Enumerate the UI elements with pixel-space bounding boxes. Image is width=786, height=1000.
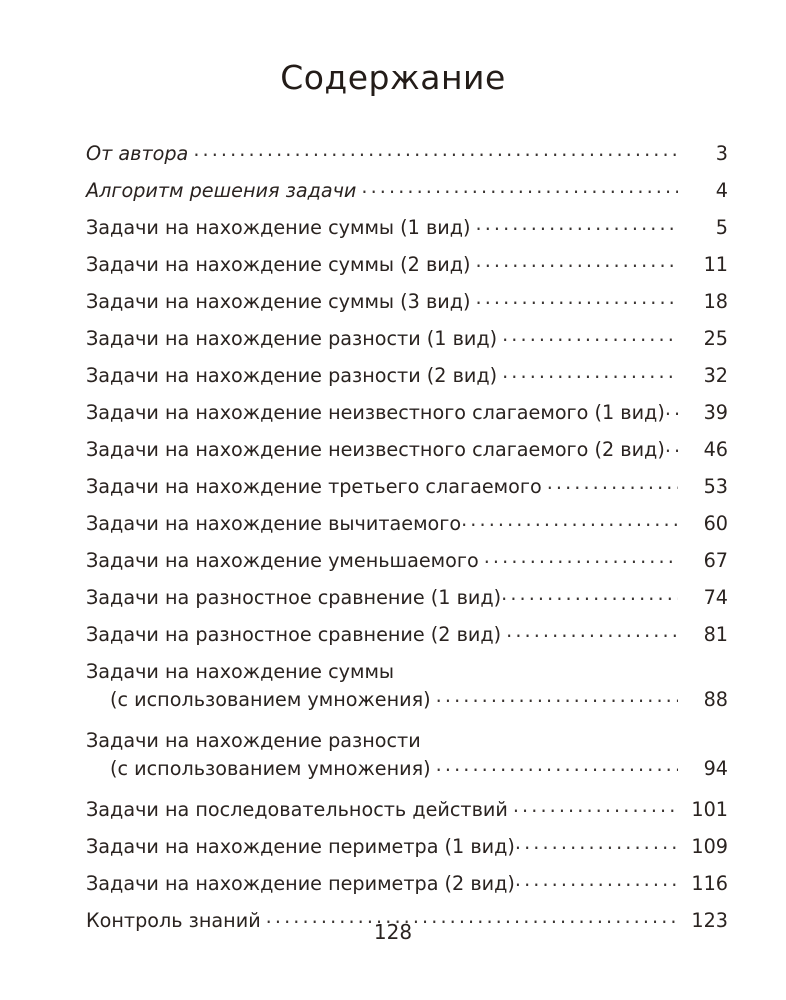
toc-entry[interactable] <box>86 288 728 316</box>
toc-page-number: 116 <box>691 872 728 895</box>
toc-entry[interactable] <box>86 584 728 612</box>
toc-entry-row <box>86 584 728 612</box>
toc-entry-row <box>86 251 728 279</box>
toc-page-number: 53 <box>703 475 728 498</box>
toc-entry[interactable] <box>86 796 728 824</box>
toc-leader-dots <box>476 288 679 308</box>
toc-entry-label: Задачи на нахождение неизвестного слагаемого (2 вид) <box>86 438 665 461</box>
toc-entry[interactable] <box>86 473 728 501</box>
toc-page-number: 5 <box>715 216 728 239</box>
toc-leader-dots <box>547 473 678 493</box>
toc-entry-row <box>86 436 728 464</box>
toc-entry-row <box>86 140 728 168</box>
toc-entry-row <box>86 288 728 316</box>
toc-entry-label-line1: Задачи на нахождение суммы <box>86 660 395 683</box>
toc-entry-list <box>86 140 728 944</box>
toc-entry-label-line2: (с использованием умножения) <box>110 757 431 780</box>
toc-entry[interactable] <box>86 214 728 242</box>
toc-page-number: 39 <box>703 401 728 424</box>
toc-entry-row <box>86 177 728 205</box>
toc-entry[interactable] <box>86 325 728 353</box>
toc-entry-row <box>86 399 728 427</box>
toc-leader-dots <box>515 833 678 853</box>
toc-leader-dots <box>502 325 678 345</box>
toc-page-number: 3 <box>715 142 728 165</box>
toc-page-number: 94 <box>703 757 728 780</box>
toc-entry-row <box>86 796 728 824</box>
toc-page-number: 60 <box>703 512 728 535</box>
toc-entry[interactable] <box>86 177 728 205</box>
toc-page-number: 4 <box>715 179 728 202</box>
toc-leader-dots <box>502 362 678 382</box>
toc-leader-dots <box>506 621 678 641</box>
toc-entry-row <box>86 833 728 861</box>
toc-page-number: 11 <box>703 253 728 276</box>
toc-leader-dots <box>461 510 678 530</box>
toc-page-number: 109 <box>691 835 728 858</box>
toc-entry-label: Задачи на нахождение уменьшаемого <box>86 549 479 572</box>
toc-entry-row <box>86 686 728 714</box>
toc-entry-row <box>86 547 728 575</box>
toc-page-number: 101 <box>691 798 728 821</box>
toc-entry[interactable] <box>86 510 728 538</box>
toc-page-number: 123 <box>691 909 728 932</box>
toc-entry-label: Задачи на нахождение разности (2 вид) <box>86 364 498 387</box>
toc-entry-label: Задачи на нахождение периметра (1 вид) <box>86 835 515 858</box>
toc-page-number: 74 <box>703 586 728 609</box>
toc-entry-label: Задачи на разностное сравнение (2 вид) <box>86 623 502 646</box>
toc-entry-row <box>86 325 728 353</box>
folio-page-number: 128 <box>373 920 413 944</box>
toc-entry-label: Задачи на последовательность действий <box>86 798 508 821</box>
toc-entry[interactable] <box>86 727 728 783</box>
toc-entry-label: Контроль знаний <box>86 909 261 932</box>
toc-leader-dots <box>515 870 678 890</box>
toc-entry-row <box>86 755 728 783</box>
toc-page-number: 88 <box>703 688 728 711</box>
toc-entry[interactable] <box>86 621 728 649</box>
toc-entry[interactable] <box>86 658 728 714</box>
toc-leader-dots <box>665 436 678 456</box>
toc-page-number: 32 <box>703 364 728 387</box>
toc-page-number: 46 <box>703 438 728 461</box>
toc-leader-dots <box>476 214 679 234</box>
toc-leader-dots <box>193 140 678 160</box>
toc-entry[interactable] <box>86 251 728 279</box>
toc-entry[interactable] <box>86 362 728 390</box>
toc-entry[interactable] <box>86 833 728 861</box>
toc-page-number: 81 <box>703 623 728 646</box>
toc-entry-label: Задачи на нахождение суммы (2 вид) <box>86 253 471 276</box>
toc-entry-label: От автора <box>86 142 189 165</box>
toc-page-number: 25 <box>703 327 728 350</box>
toc-entry-row <box>86 362 728 390</box>
toc-leader-dots <box>436 755 678 775</box>
toc-entry-row <box>86 621 728 649</box>
toc-entry-label: Задачи на нахождение разности (1 вид) <box>86 327 498 350</box>
toc-entry-label: Задачи на нахождение суммы (1 вид) <box>86 216 471 239</box>
toc-entry-label: Задачи на нахождение периметра (2 вид) <box>86 872 515 895</box>
toc-entry-row <box>86 870 728 898</box>
toc-entry-label: Задачи на нахождение суммы (3 вид) <box>86 290 471 313</box>
toc-leader-dots <box>513 796 678 816</box>
toc-entry-label: Алгоритм решения задачи <box>86 179 357 202</box>
toc-leader-dots <box>665 399 678 419</box>
toc-entry[interactable] <box>86 870 728 898</box>
toc-page-number: 18 <box>703 290 728 313</box>
toc-entry[interactable] <box>86 399 728 427</box>
toc-entry-row <box>86 473 728 501</box>
toc-entry-label-line1: Задачи на нахождение разности <box>86 729 421 752</box>
toc-leader-dots <box>501 584 678 604</box>
toc-entry-row <box>86 510 728 538</box>
toc-page-number: 67 <box>703 549 728 572</box>
toc-entry[interactable] <box>86 436 728 464</box>
toc-entry[interactable] <box>86 140 728 168</box>
toc-entry-row <box>86 214 728 242</box>
toc-leader-dots <box>436 686 678 706</box>
toc-entry-label: Задачи на разностное сравнение (1 вид) <box>86 586 502 609</box>
toc-entry-label: Задачи на нахождение третьего слагаемого <box>86 475 542 498</box>
toc-entry-label: Задачи на нахождение неизвестного слагаемого (1 вид) <box>86 401 665 424</box>
toc-entry-label: Задачи на нахождение вычитаемого <box>86 512 462 535</box>
toc-entry-label-line2: (с использованием умножения) <box>110 688 431 711</box>
toc-entry[interactable] <box>86 547 728 575</box>
page-title: Содержание <box>280 58 506 97</box>
toc-leader-dots <box>361 177 678 197</box>
toc-leader-dots <box>484 547 678 567</box>
toc-leader-dots <box>476 251 679 271</box>
